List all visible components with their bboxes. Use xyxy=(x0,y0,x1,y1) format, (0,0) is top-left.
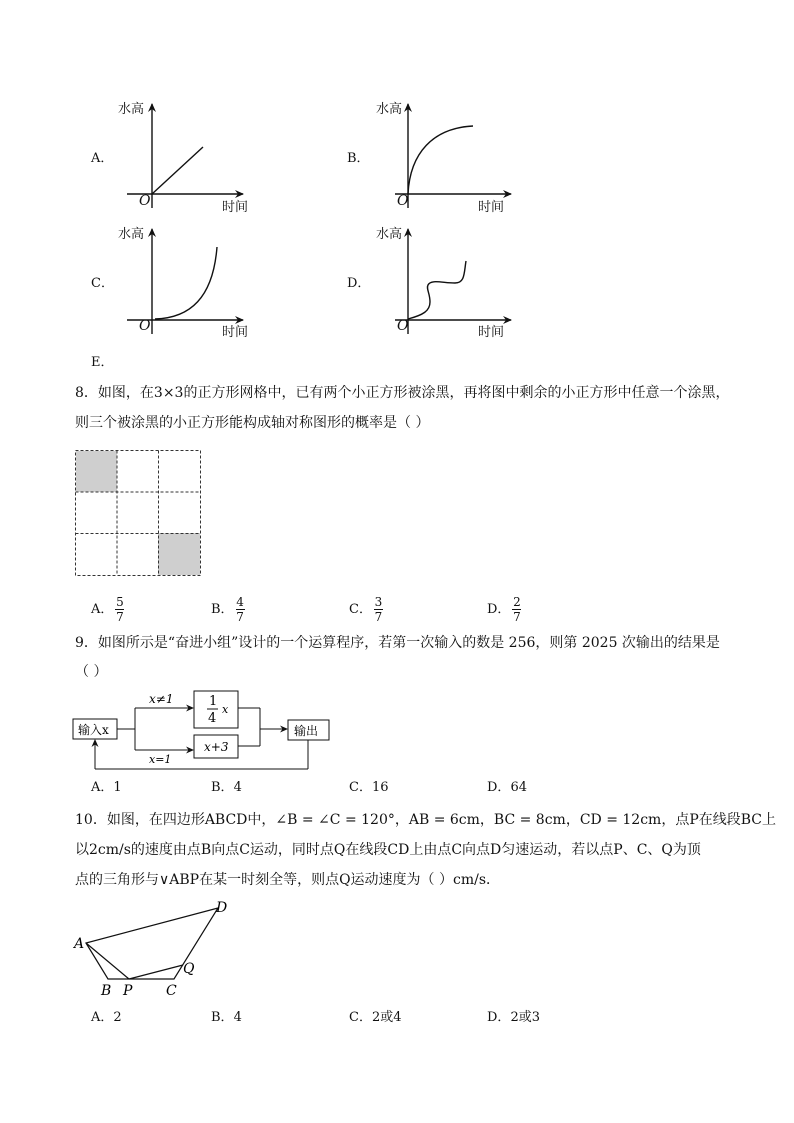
q10-option-b: B．4 xyxy=(211,1010,242,1025)
q8-option-c: C． $\frac{3}{7}$ xyxy=(349,595,383,624)
graph-a-ylabel: 水高 xyxy=(118,102,145,117)
flow-cond-top: x≠1 xyxy=(149,692,174,706)
flow-frac-num: 1 xyxy=(209,694,218,709)
curve-linear xyxy=(152,147,203,194)
curve-concave xyxy=(408,126,473,194)
q9-flowchart xyxy=(70,684,340,776)
q8-option-a: A． $\frac{5}{7}$ xyxy=(91,595,124,624)
graph-a-xlabel: 时间 xyxy=(222,200,249,215)
label-P: P xyxy=(123,983,133,999)
label-A: A xyxy=(74,936,85,952)
graph-c-xlabel: 时间 xyxy=(222,325,249,340)
q9-text-line2: （ ） xyxy=(75,664,108,680)
q9-option-d: D．64 xyxy=(487,780,527,795)
q10-text-line2: 以2cm/s的速度由点B向点C运动，同时点Q在线段CD上由点C向点D匀速运动，若以点P、C、Q为顶 xyxy=(75,842,701,858)
flow-output-label: 输出 xyxy=(294,724,319,738)
q10-option-d: D．2或3 xyxy=(487,1010,540,1025)
q8-text-line1: 8．如图，在3×3的正方形网格中，已有两个小正方形被涂黑，再将图中剩余的小正方形中任意一个涂黑， xyxy=(75,385,730,401)
q10-option-a: A．2 xyxy=(91,1010,122,1025)
curve-convex xyxy=(155,247,217,319)
graph-b-origin: O xyxy=(397,193,409,209)
graph-d-xlabel: 时间 xyxy=(478,325,505,340)
q8-option-b: B． $\frac{4}{7}$ xyxy=(211,595,244,624)
graph-d-ylabel: 水高 xyxy=(376,227,403,242)
label-B: B xyxy=(101,983,112,999)
option-d-letter: D． xyxy=(347,276,371,291)
flow-frac-den: 4 xyxy=(208,711,217,726)
option-e-letter: E． xyxy=(91,355,114,370)
q9-option-b: B．4 xyxy=(211,780,242,795)
option-a-letter: A． xyxy=(91,151,114,166)
q9-text-line1: 9．如图所示是“奋进小组”设计的一个运算程序，若第一次输入的数是 256，则第 2025 次输出的结果是 xyxy=(75,635,720,651)
graph-c-origin: O xyxy=(139,318,151,334)
flow-frac-var: x xyxy=(222,703,229,716)
q8-option-d: D． $\frac{2}{7}$ xyxy=(487,595,521,624)
graph-b-xlabel: 时间 xyxy=(478,200,505,215)
graph-c-ylabel: 水高 xyxy=(118,227,145,242)
graph-b-ylabel: 水高 xyxy=(376,102,403,117)
shaded-cell-top-left xyxy=(76,451,117,492)
q8-text-line2: 则三个被涂黑的小正方形能构成轴对称图形的概率是（ ） xyxy=(75,415,430,431)
q10-option-c: C．2或4 xyxy=(349,1010,402,1025)
graph-d-origin: O xyxy=(397,318,409,334)
curve-wavy xyxy=(408,261,466,319)
flow-add-label: x+3 xyxy=(204,740,229,754)
q8-grid xyxy=(74,449,204,579)
option-b-letter: B． xyxy=(347,151,370,166)
option-c-letter: C． xyxy=(91,276,114,291)
label-D: D xyxy=(216,900,228,916)
graph-a-origin: O xyxy=(139,193,151,209)
q10-text-line3: 点的三角形与∨ABP在某一时刻全等，则点Q运动速度为（ ）cm/s． xyxy=(75,872,501,888)
shaded-cell-bottom-right xyxy=(158,533,200,575)
segment-AP xyxy=(86,943,129,979)
q9-option-c: C．16 xyxy=(349,780,389,795)
q9-option-a: A．1 xyxy=(91,780,122,795)
label-C: C xyxy=(166,983,177,999)
q10-text-line1: 10．如图，在四边形ABCD中，∠B = ∠C = 120°，AB = 6cm，BC = 8cm，CD = 12cm，点P在线段BC上 xyxy=(75,812,776,828)
flow-input-label: 输入x xyxy=(78,723,109,737)
label-Q: Q xyxy=(183,961,195,977)
q10-quadrilateral xyxy=(70,896,240,1000)
flow-cond-bottom: x=1 xyxy=(149,753,172,766)
